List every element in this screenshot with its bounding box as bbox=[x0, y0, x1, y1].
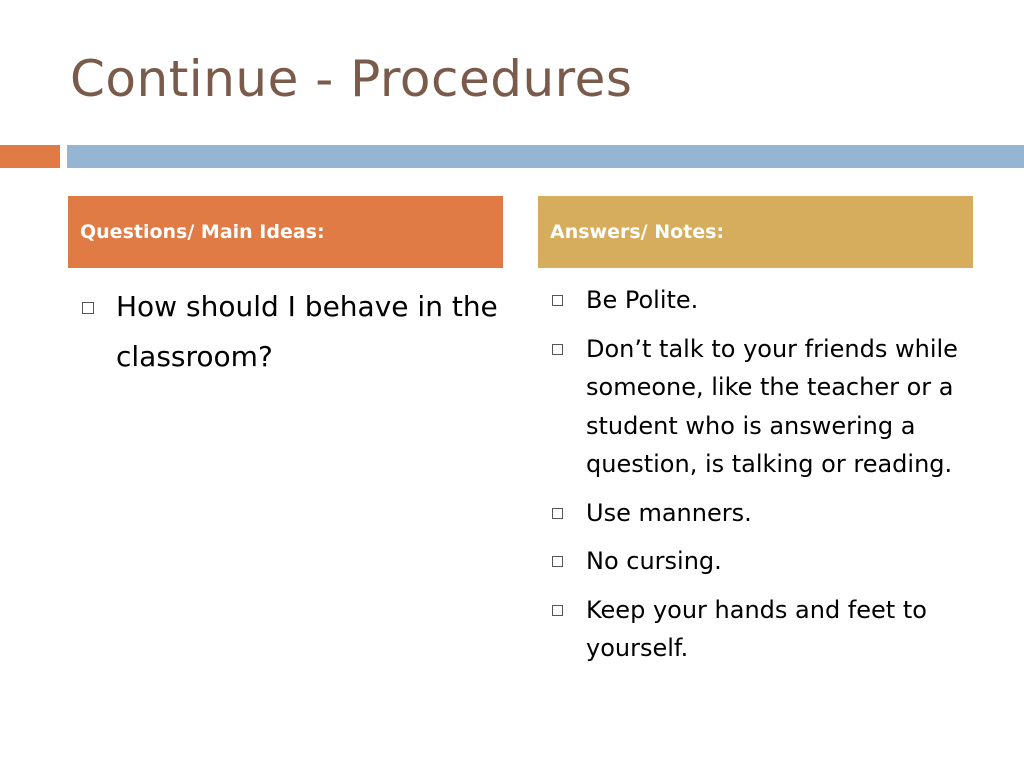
list-item bbox=[550, 330, 965, 484]
square-bullet-icon bbox=[82, 302, 94, 314]
list-item-text: Be Polite. bbox=[586, 286, 699, 314]
list-item bbox=[550, 542, 965, 581]
square-bullet-icon bbox=[552, 556, 563, 567]
square-bullet-icon bbox=[552, 605, 563, 616]
slide-title: Continue - Procedures bbox=[70, 50, 633, 108]
right-column-header: Answers/ Notes: bbox=[538, 196, 973, 268]
accent-bar bbox=[0, 145, 60, 168]
answers-list bbox=[550, 281, 965, 678]
square-bullet-icon bbox=[552, 344, 563, 355]
title-underline-bar bbox=[67, 145, 1024, 168]
list-item bbox=[550, 494, 965, 533]
list-item bbox=[550, 281, 965, 320]
questions-list bbox=[80, 282, 505, 382]
square-bullet-icon bbox=[552, 508, 563, 519]
square-bullet-icon bbox=[552, 295, 563, 306]
list-item-text: How should I behave in the classroom? bbox=[116, 290, 498, 373]
list-item-text: Use manners. bbox=[586, 498, 752, 527]
list-item bbox=[550, 591, 965, 668]
list-item-text: Don’t talk to your friends while someone, like the teacher or a student who is answering a question, is talking or reading. bbox=[586, 334, 958, 478]
list-item bbox=[80, 282, 505, 382]
left-column-header: Questions/ Main Ideas: bbox=[68, 196, 503, 268]
list-item-text: No cursing. bbox=[586, 547, 722, 575]
list-item-text: Keep your hands and feet to yourself. bbox=[586, 595, 927, 662]
